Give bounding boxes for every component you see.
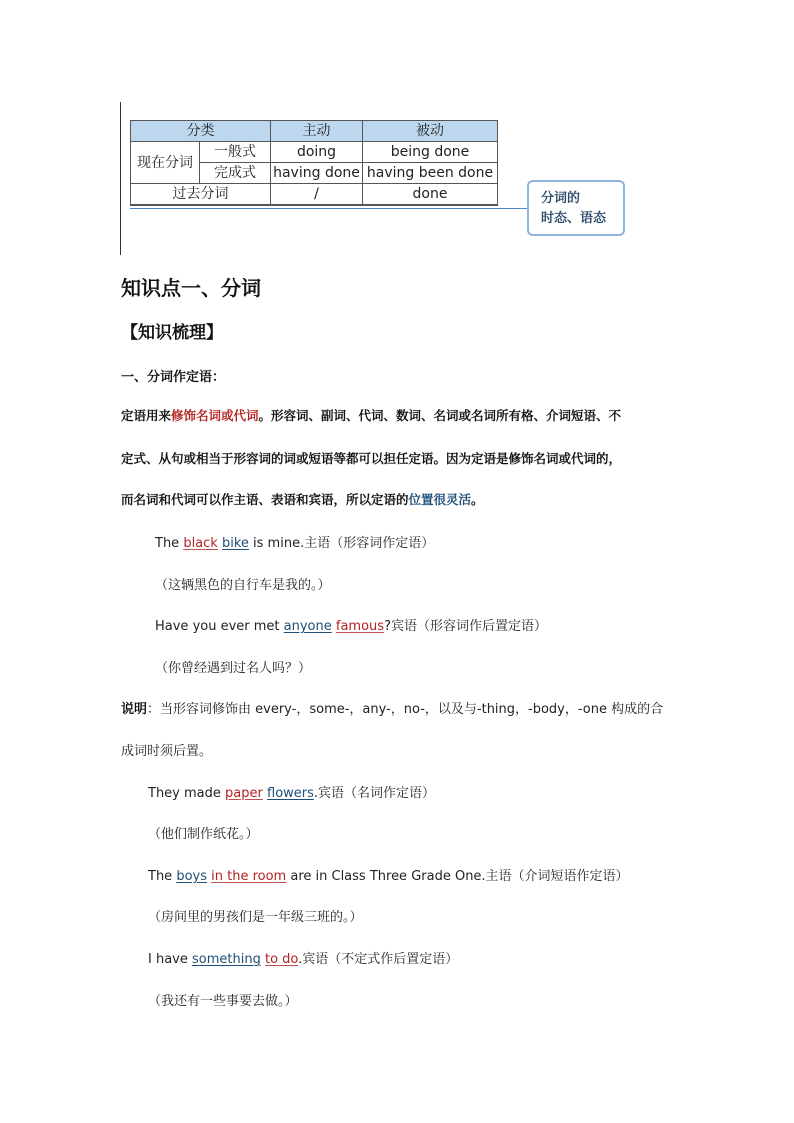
note-line: 成词时须后置。 <box>121 744 213 759</box>
table-row <box>131 142 498 163</box>
table-cell: doing <box>271 142 363 163</box>
underlined-modifier: black <box>183 536 218 551</box>
margin-rule <box>120 102 121 255</box>
section-title: 知识点一、分词 <box>121 276 261 300</box>
example-sentence <box>155 532 434 551</box>
text-run: is mine.主语（形容词作定语） <box>248 536 435 551</box>
underlined-modifier: in the room <box>211 869 287 884</box>
text-run: They made <box>148 786 226 801</box>
example-sentence <box>155 615 547 634</box>
highlight-red: 修饰名词或代词 <box>171 408 259 423</box>
note-line <box>121 698 663 717</box>
text-run: 。 <box>471 492 484 507</box>
participle-table <box>130 120 498 206</box>
table-cell: having been done <box>363 163 498 184</box>
text-run: I have <box>148 952 192 967</box>
highlight-blue: 位置很灵活 <box>408 492 472 507</box>
example-sentence <box>148 865 629 884</box>
callout-line: 分词的 <box>541 191 581 206</box>
underlined-modifier: to do <box>264 952 299 967</box>
underlined-head: something <box>192 952 261 967</box>
underlined-head: boys <box>176 869 207 884</box>
table-header-cell: 分类 <box>131 121 271 142</box>
table-cell: 完成式 <box>200 163 271 184</box>
underlined-head: flowers <box>267 786 314 801</box>
text-run: Have you ever met <box>155 619 284 634</box>
example-translation: （这辆黑色的自行车是我的。） <box>155 578 331 593</box>
heading-attributive: 一、分词作定语： <box>121 370 226 385</box>
example-translation: （你曾经遇到过名人吗？） <box>155 661 312 676</box>
example-sentence <box>148 948 458 967</box>
table-cell: / <box>271 184 363 206</box>
callout-box <box>527 180 625 236</box>
example-translation: （我还有一些事要去做。） <box>148 994 298 1009</box>
underlined-head: anyone <box>283 619 332 634</box>
example-translation: （房间里的男孩们是一年级三班的。） <box>148 910 363 925</box>
text-run: 而名词和代词可以作主语、表语和宾语，所以定语的 <box>121 492 409 507</box>
callout-line: 时态、语态 <box>541 211 607 226</box>
definition-line: 定式、从句或相当于形容词的词或短语等都可以担任定语。因为定语是修饰名词或代词的， <box>121 451 622 466</box>
text-run: 定语用来 <box>121 408 172 423</box>
table-header-cell: 被动 <box>363 121 498 142</box>
text-run: ：当形容词修饰由 every-，some-，any-，no-，以及与-thing，-body，-one 构成的合 <box>147 702 664 717</box>
underlined-modifier: famous <box>335 619 385 634</box>
example-sentence <box>148 782 435 801</box>
table-group-cell: 现在分词 <box>131 142 200 184</box>
definition-line <box>121 490 484 508</box>
table-cell: 一般式 <box>200 142 271 163</box>
text-run: are in Class Three Grade One.主语（介词短语作定语） <box>286 869 629 884</box>
table-cell: 过去分词 <box>131 184 271 206</box>
text-run: The <box>155 536 184 551</box>
subsection-title: 【知识梳理】 <box>121 323 223 343</box>
example-translation: （他们制作纸花。） <box>148 827 259 842</box>
table-cell: done <box>363 184 498 206</box>
table-cell: being done <box>363 142 498 163</box>
table-header-cell: 主动 <box>271 121 363 142</box>
table-header-row <box>131 121 498 142</box>
text-run: .宾语（不定式作后置定语） <box>298 952 459 967</box>
definition-line <box>121 406 621 424</box>
underlined-head: bike <box>221 536 249 551</box>
connector-line <box>130 208 528 209</box>
note-label: 说明 <box>121 702 148 717</box>
text-run: ?宾语（形容词作后置定语） <box>384 619 547 634</box>
text-run: The <box>148 869 177 884</box>
table-row <box>131 184 498 206</box>
underlined-modifier: paper <box>225 786 263 801</box>
text-run: .宾语（名词作定语） <box>313 786 436 801</box>
text-run: 。形容词、副词、代词、数词、名词或名词所有格、介词短语、不 <box>258 408 622 423</box>
table-cell: having done <box>271 163 363 184</box>
